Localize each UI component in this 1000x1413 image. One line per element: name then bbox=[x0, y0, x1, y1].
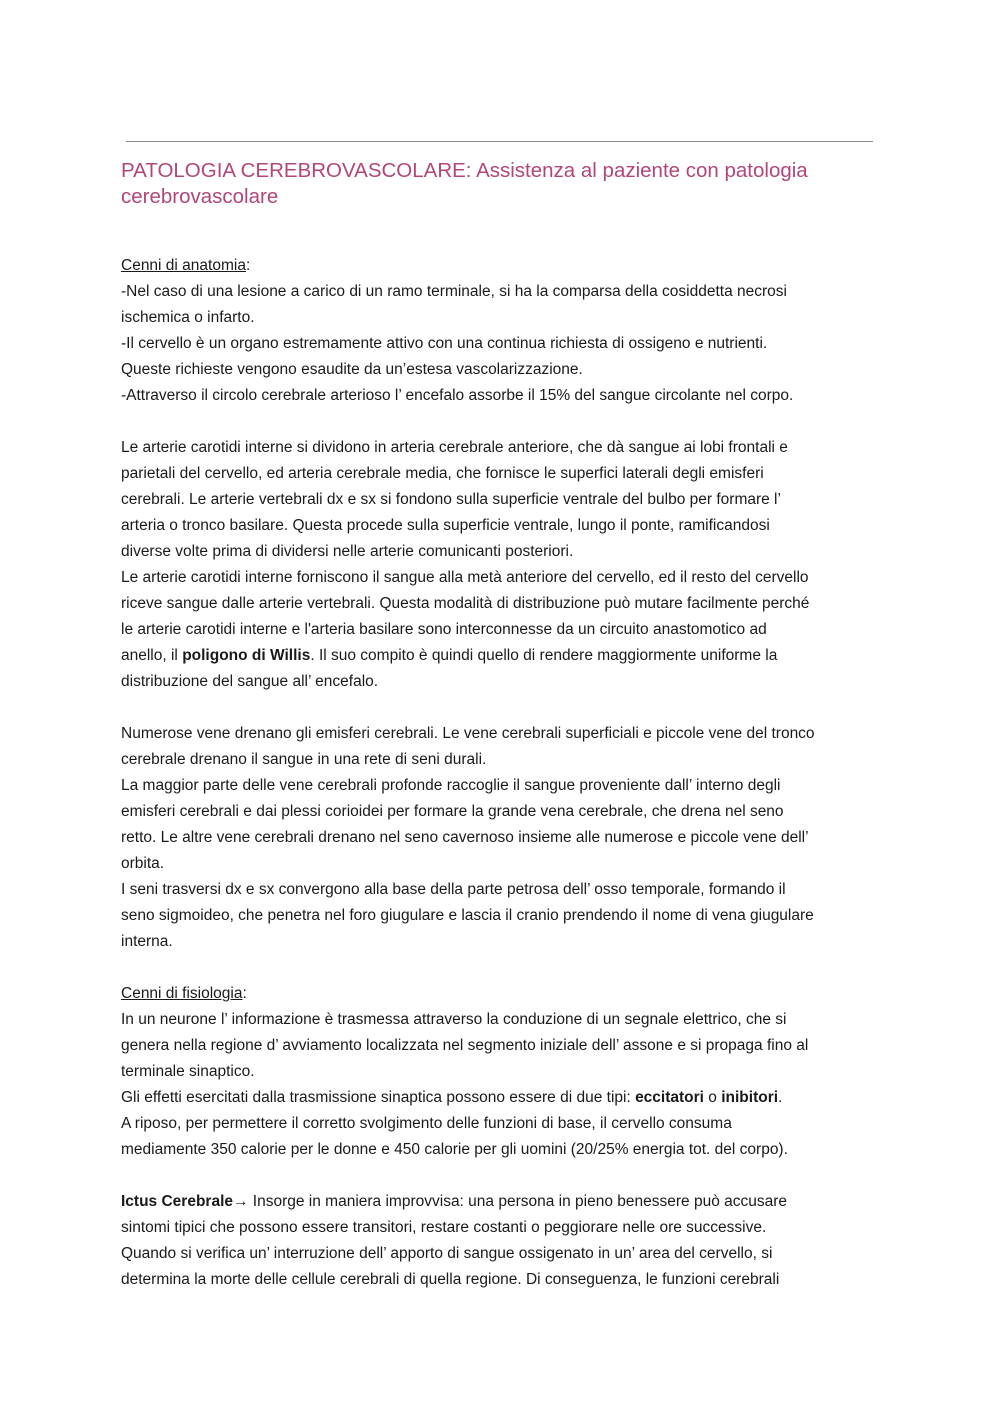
paragraph-ictus bbox=[121, 1189, 891, 1293]
text-line: ischemica o infarto. bbox=[121, 309, 255, 326]
text-line: Queste richieste vengono esaudite da un’estesa vascolarizzazione. bbox=[121, 361, 583, 378]
text-line: riceve sangue dalle arterie vertebrali. Questa modalità di distribuzione può mutare facilmente perché bbox=[121, 595, 810, 612]
heading-colon: : bbox=[242, 985, 247, 1002]
text-line: orbita. bbox=[121, 855, 165, 872]
page-title bbox=[121, 154, 881, 206]
text-segment: . Il suo compito è quindi quello di rendere maggiormente uniforme la bbox=[310, 647, 778, 664]
bold-term-poligono: poligono di Willis bbox=[182, 647, 311, 664]
text-line bbox=[121, 643, 891, 669]
title-line-2: cerebrovascolare bbox=[121, 185, 279, 208]
text-line: Le arterie carotidi interne si dividono in arteria cerebrale anteriore, che dà sangue ai lobi frontali e bbox=[121, 439, 788, 456]
section-fisiologia bbox=[121, 981, 891, 1163]
text-line: genera nella regione d’ avviamento localizzata nel segmento iniziale dell’ assone e si propaga fino al bbox=[121, 1037, 809, 1054]
text-segment: anello, il bbox=[121, 647, 183, 664]
section-heading-fisiologia bbox=[121, 981, 891, 1007]
paragraph-gap bbox=[121, 409, 891, 435]
heading-text: Cenni di fisiologia bbox=[121, 985, 243, 1002]
paragraph-gap bbox=[121, 695, 891, 721]
text-line: Numerose vene drenano gli emisferi cerebrali. Le vene cerebrali superficiali e piccole vene del tronco bbox=[121, 725, 815, 742]
text-line: terminale sinaptico. bbox=[121, 1063, 255, 1080]
text-line: sintomi tipici che possono essere transitori, restare costanti o peggiorare nelle ore successive. bbox=[121, 1219, 767, 1236]
text-line: diverse volte prima di dividersi nelle arterie comunicanti posteriori. bbox=[121, 543, 574, 560]
text-line: mediamente 350 calorie per le donne e 450 calorie per gli uomini (20/25% energia tot. del corpo). bbox=[121, 1141, 788, 1158]
text-segment: → Insorge in maniera improvvisa: una persona in pieno benessere può accusare bbox=[233, 1193, 788, 1210]
text-line bbox=[121, 1189, 891, 1215]
paragraph-vene bbox=[121, 721, 891, 955]
text-line: Le arterie carotidi interne forniscono il sangue alla metà anteriore del cervello, ed il resto del cervello bbox=[121, 569, 809, 586]
text-line: seno sigmoideo, che penetra nel foro giugulare e lascia il cranio prendendo il nome di vena giugulare bbox=[121, 907, 814, 924]
text-line: In un neurone l’ informazione è trasmessa attraverso la conduzione di un segnale elettrico, che si bbox=[121, 1011, 787, 1028]
section-heading-anatomia bbox=[121, 253, 891, 279]
text-line: I seni trasversi dx e sx convergono alla base della parte petrosa dell’ osso temporale, formando il bbox=[121, 881, 786, 898]
bold-term-inibitori: inibitori bbox=[721, 1089, 779, 1106]
text-line: distribuzione del sangue all’ encefalo. bbox=[121, 673, 379, 690]
text-line: cerebrale drenano il sangue in una rete di seni durali. bbox=[121, 751, 487, 768]
paragraph-arterie bbox=[121, 435, 891, 695]
document-body bbox=[121, 253, 891, 1293]
text-line bbox=[121, 1085, 891, 1111]
text-line: Quando si verifica un’ interruzione dell’ apporto di sangue ossigenato in un’ area del cervello, si bbox=[121, 1245, 773, 1262]
section-anatomia bbox=[121, 253, 891, 409]
heading-text: Cenni di anatomia bbox=[121, 257, 246, 274]
text-line: interna. bbox=[121, 933, 173, 950]
text-line: -Il cervello è un organo estremamente attivo con una continua richiesta di ossigeno e nutrienti. bbox=[121, 335, 768, 352]
text-line: determina la morte delle cellule cerebrali di quella regione. Di conseguenza, le funzioni cerebrali bbox=[121, 1271, 780, 1288]
text-line: le arterie carotidi interne e l'arteria basilare sono interconnesse da un circuito anastomotico ad bbox=[121, 621, 767, 638]
text-segment: . bbox=[778, 1089, 783, 1106]
text-line: arteria o tronco basilare. Questa procede sulla superficie ventrale, lungo il ponte, ramificandosi bbox=[121, 517, 770, 534]
text-line: retto. Le altre vene cerebrali drenano nel seno cavernoso insieme alle numerose e piccole vene dell’ bbox=[121, 829, 809, 846]
text-line: emisferi cerebrali e dai plessi corioidei per formare la grande vena cerebrale, che drena nel seno bbox=[121, 803, 784, 820]
title-line-1: PATOLOGIA CEREBROVASCOLARE: Assistenza al paziente con patologia bbox=[121, 159, 808, 182]
paragraph-gap bbox=[121, 955, 891, 981]
text-line: A riposo, per permettere il corretto svolgimento delle funzioni di base, il cervello consuma bbox=[121, 1115, 732, 1132]
heading-colon: : bbox=[245, 257, 251, 274]
text-line: La maggior parte delle vene cerebrali profonde raccoglie il sangue proveniente dall’ interno degli bbox=[121, 777, 781, 794]
bold-term-eccitatori: eccitatori bbox=[635, 1089, 704, 1106]
text-segment: o bbox=[703, 1089, 722, 1106]
text-line: -Attraverso il circolo cerebrale arterioso l’ encefalo assorbe il 15% del sangue circolante nel corpo. bbox=[121, 387, 794, 404]
text-line: -Nel caso di una lesione a carico di un ramo terminale, si ha la comparsa della cosiddetta necrosi bbox=[121, 283, 787, 300]
text-segment: Gli effetti esercitati dalla trasmissione sinaptica possono essere di due tipi: bbox=[121, 1089, 636, 1106]
text-line: cerebrali. Le arterie vertebrali dx e sx si fondono sulla superficie ventrale del bulbo per formare l’ bbox=[121, 491, 781, 508]
text-line: parietali del cervello, ed arteria cerebrale media, che fornisce le superfici laterali degli emisferi bbox=[121, 465, 764, 482]
paragraph-gap bbox=[121, 1163, 891, 1189]
bold-term-ictus: Ictus Cerebrale bbox=[121, 1193, 233, 1210]
header-rule bbox=[126, 141, 873, 142]
